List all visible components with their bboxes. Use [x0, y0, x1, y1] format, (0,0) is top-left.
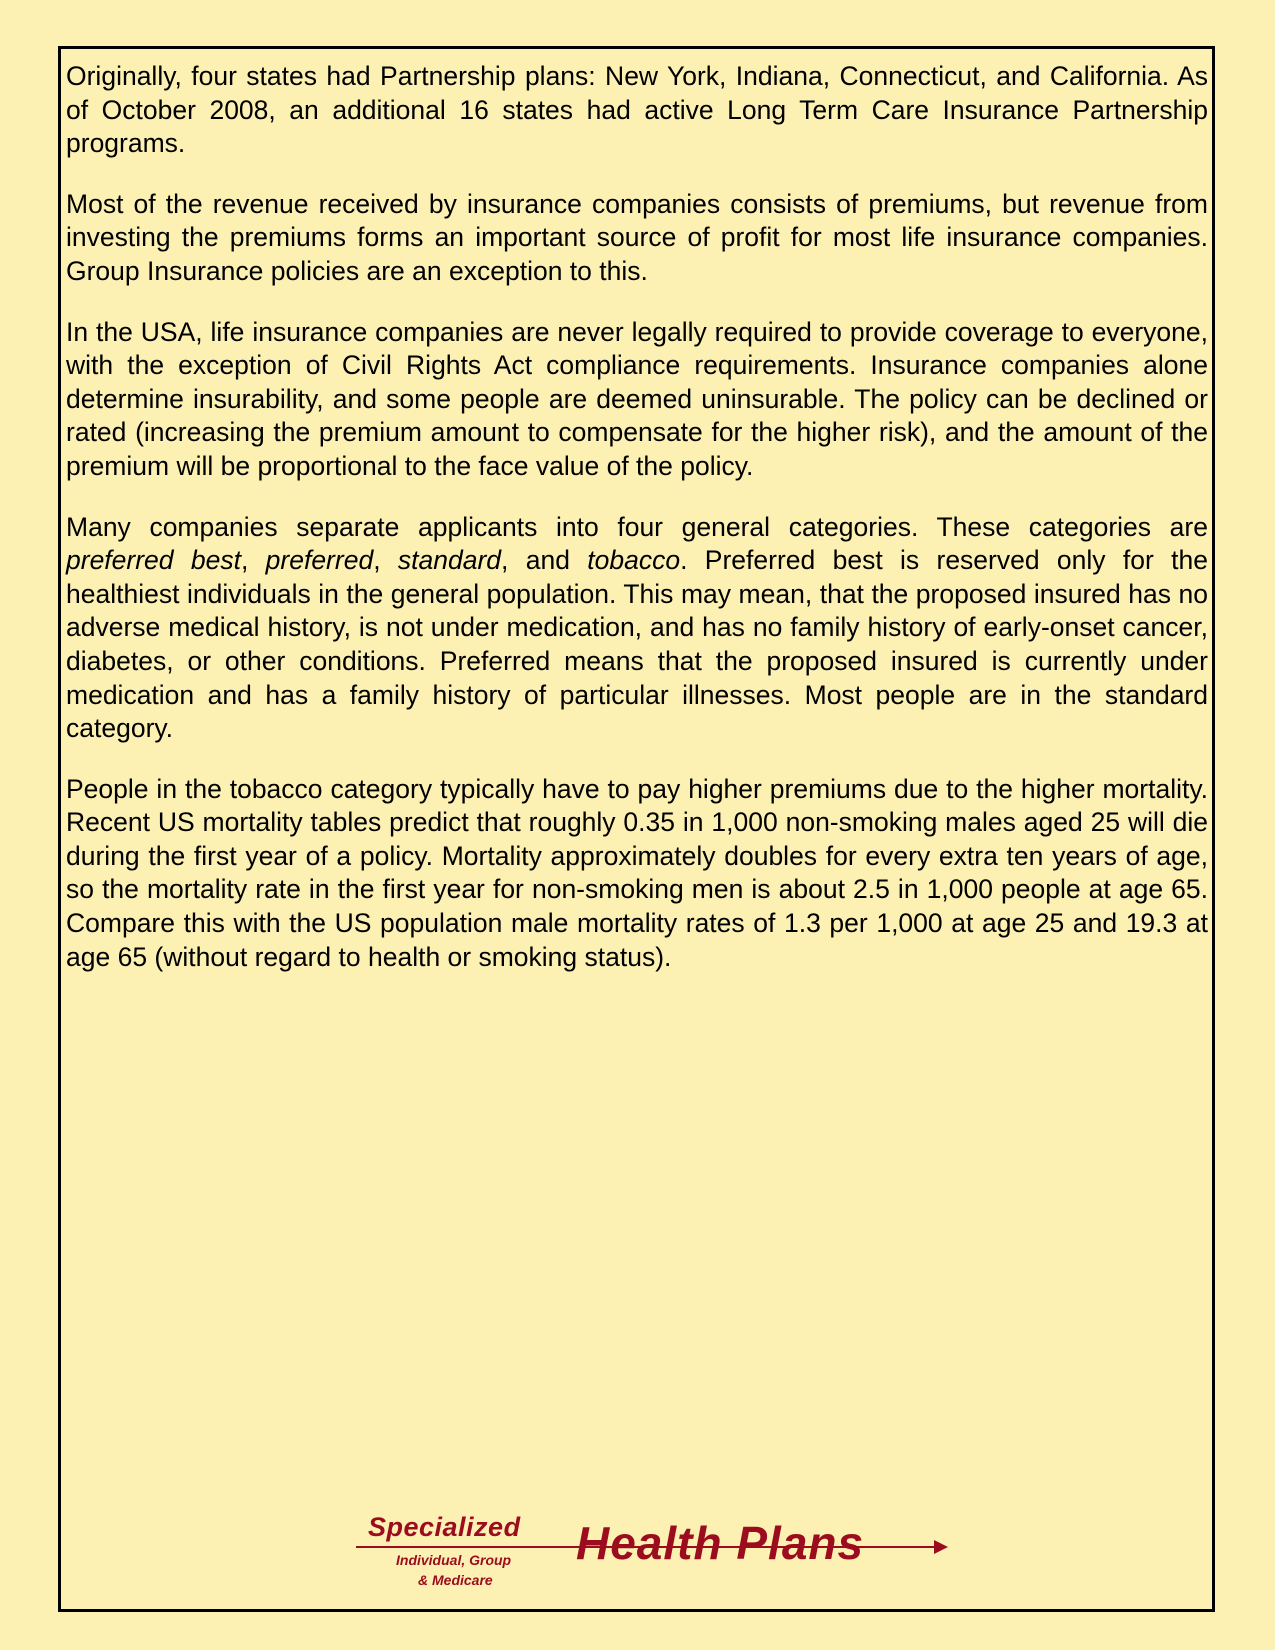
categories-rest: . Preferred best is reserved only for the healthiest individuals in the general population. This may mean, that the proposed insured has no adverse medical history, is not under medication, and has no family history of early-onset cancer, diabetes, or other conditions. Preferred means that the proposed insured is currently under medication and has a family history of particular illnesses. Most people are in the standard category. [66, 545, 1208, 744]
company-logo [356, 1512, 956, 1592]
arrow-right-icon [934, 1540, 948, 1554]
category-preferred: preferred [265, 545, 374, 576]
logo-subtitle-line1: Individual, Group [396, 1552, 512, 1568]
category-standard: standard [397, 545, 502, 576]
paragraph-partnership: Originally, four states had Partnership plans: New York, Indiana, Connecticut, and California. As of October 2008, an additional 16 states had active Long Term Care Insurance Partnership programs. [66, 61, 1208, 159]
paragraph-revenue: Most of the revenue received by insurance companies consists of premiums, but revenue from investing the premiums forms an important source of profit for most life insurance companies. Group Insurance policies are an exception to this. [66, 188, 1208, 286]
paragraph-categories: Many companies separate applicants into four general categories. These categories are preferred best, preferred, standard, and tobacco. Preferred best is reserved only for the healthiest individuals in the general population. This may mean, that the proposed insured has no adverse medical history, is not under medication, and has no family history of early-onset cancer, diabetes, or other conditions. Preferred means that the proposed insured is currently under medication and has a family history of particular illnesses. Most people are in the standard category. [66, 511, 1208, 744]
document-body [66, 60, 1208, 1001]
logo-health-plans-text: Health Plans [576, 1517, 865, 1569]
categories-intro: Many companies separate applicants into four general categories. These categories are [66, 511, 1208, 542]
paragraph-insurability: In the USA, life insurance companies are never legally required to provide coverage to everyone, with the exception of Civil Rights Act compliance requirements. Insurance companies alone determine insurability, and some people are deemed uninsurable. The policy can be declined or rated (increasing the premium amount to compensate for the higher risk), and the amount of the premium will be proportional to the face value of the policy. [66, 316, 1208, 481]
logo-subtitle-line2: & Medicare [418, 1572, 493, 1588]
category-preferred-best: preferred best [66, 545, 241, 576]
paragraph-mortality: People in the tobacco category typically have to pay higher premiums due to the higher mortality. Recent US mortality tables predict that roughly 0.35 in 1,000 non-smoking males aged 25 will die during the first year of a policy. Mortality approximately doubles for every extra ten years of age, so the mortality rate in the first year for non-smoking men is about 2.5 in 1,000 people at age 65. Compare this with the US population male mortality rates of 1.3 per 1,000 at age 25 and 19.3 at age 65 (without regard to health or smoking status). [66, 773, 1208, 972]
category-tobacco: tobacco [587, 545, 681, 576]
logo-specialized-text: Specialized [368, 1512, 521, 1542]
